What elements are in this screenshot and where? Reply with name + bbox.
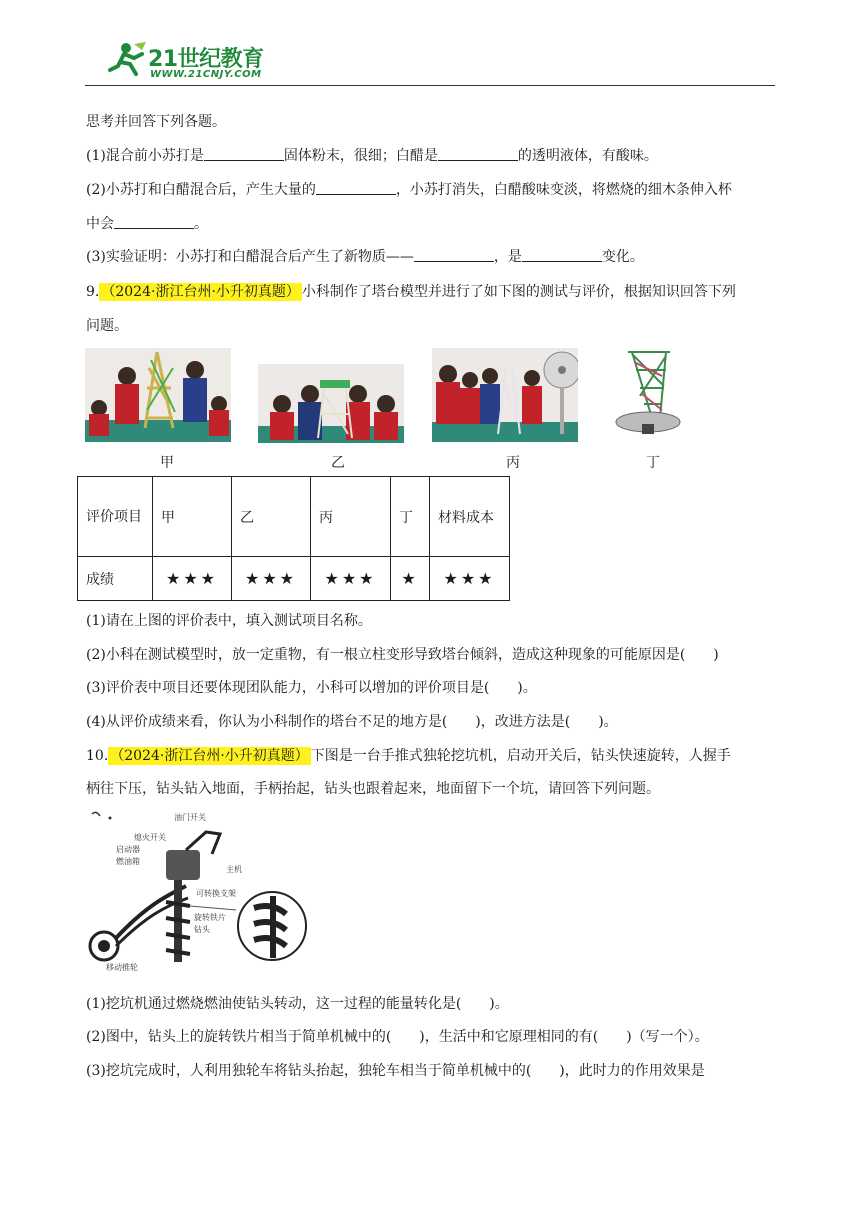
q9-stem-cont: 问题。 (86, 318, 128, 334)
q8-sub3: (3)实验证明：小苏打和白醋混合后产生了新物质—— ，是 变化。 (86, 249, 644, 265)
auger-machine-diagram (86, 806, 330, 982)
label-kill-switch: 熄火开关 (134, 833, 166, 842)
q9-sub1: (1)请在上图的评价表中，填入测试项目名称。 (86, 613, 372, 629)
answer-blank[interactable] (114, 215, 194, 229)
logo-url: WWW.21CNJY.COM (150, 69, 262, 80)
score-stars: ★★★ (153, 557, 232, 601)
label-throttle: 油门开关 (174, 813, 206, 822)
evaluation-table (77, 476, 510, 601)
site-logo (104, 40, 284, 84)
answer-blank[interactable] (316, 181, 396, 195)
label-wheel: 移动推轮 (106, 963, 138, 972)
table-header-cell[interactable]: 乙 (232, 477, 311, 557)
answer-blank[interactable] (204, 147, 284, 161)
photo-yi (258, 364, 404, 443)
photo-caption-jia: 甲 (160, 455, 174, 471)
table-row (78, 477, 510, 557)
answer-blank[interactable] (414, 248, 494, 262)
table-header-cell: 材料成本 (430, 477, 510, 557)
q8-sub2-cont: 中会 。 (86, 216, 208, 232)
table-header-cell: 评价项目 (78, 477, 153, 557)
q10-sub1: (1)挖坑机通过燃烧燃油使钻头转动，这一过程的能量转化是( )。 (86, 996, 509, 1012)
q10-sub2: (2)图中，钻头上的旋转铁片相当于简单机械中的( )，生活中和它原理相同的有( )（写一个）。 (86, 1029, 709, 1045)
label-starter: 启动器 (116, 845, 140, 854)
score-stars: ★★★ (232, 557, 311, 601)
source-tag: （2024·浙江台州·小升初真题） (101, 284, 300, 300)
q10-stem: 10. （2024·浙江台州·小升初真题） 下图是一台手推式独轮挖坑机，启动开关后，钻头快速旋转，人握手 (86, 748, 731, 764)
q9-sub2: (2)小科在测试模型时，放一定重物，有一根立柱变形导致塔台倾斜，造成这种现象的可能原因是( ) (86, 647, 719, 663)
photo-ding (608, 348, 684, 442)
label-main-engine: 主机 (226, 865, 242, 874)
label-convertible-stand: 可转换支架 (196, 889, 236, 898)
photo-jia (85, 348, 231, 442)
q9-sub4: (4)从评价成绩来看，你认为小科制作的塔台不足的地方是( )，改进方法是( )。 (86, 714, 618, 730)
runner-logo-icon (104, 40, 148, 80)
q9-stem: 9. （2024·浙江台州·小升初真题） 小科制作了塔台模型并进行了如下图的测试与评价，根据知识回答下列 (86, 284, 736, 300)
label-drill-bit: 钻头 (194, 925, 210, 934)
source-tag: （2024·浙江台州·小升初真题） (110, 748, 309, 764)
q10-stem-cont: 柄往下压，钻头钻入地面，手柄抬起，钻头也跟着起来，地面留下一个坑，请回答下列问题。 (86, 781, 660, 797)
table-header-cell[interactable]: 丁 (391, 477, 430, 557)
q9-sub3: (3)评价表中项目还要体现团队能力，小科可以增加的评价项目是( )。 (86, 680, 537, 696)
label-fuel-tank: 燃油箱 (116, 857, 140, 866)
label-rotating-blade: 旋转铁片 (194, 913, 226, 922)
q8-sub1: (1)混合前小苏打是 固体粉末，很细；白醋是 的透明液体，有酸味。 (86, 148, 658, 164)
q10-sub3: (3)挖坑完成时，人利用独轮车将钻头抬起，独轮车相当于简单机械中的( )，此时力的作用效果是 (86, 1063, 705, 1079)
q8-sub2: (2)小苏打和白醋混合后，产生大量的 ，小苏打消失，白醋酸味变淡，将燃烧的细木条伸入杯 (86, 182, 732, 198)
answer-blank[interactable] (522, 248, 602, 262)
table-header-cell[interactable]: 丙 (311, 477, 391, 557)
answer-blank[interactable] (438, 147, 518, 161)
logo-title: 21世纪教育 (148, 47, 264, 72)
photo-bing (432, 348, 578, 442)
score-stars: ★★★ (311, 557, 391, 601)
table-row-label: 成绩 (78, 557, 153, 601)
q8-intro: 思考并回答下列各题。 (86, 114, 226, 130)
score-stars: ★ (391, 557, 430, 601)
photo-caption-yi: 乙 (331, 455, 345, 471)
header-divider (85, 85, 775, 86)
photo-caption-bing: 丙 (506, 455, 520, 471)
table-row (78, 557, 510, 601)
page-header (0, 0, 860, 92)
table-header-cell[interactable]: 甲 (153, 477, 232, 557)
score-stars: ★★★ (430, 557, 510, 601)
photo-caption-ding: 丁 (646, 455, 660, 471)
